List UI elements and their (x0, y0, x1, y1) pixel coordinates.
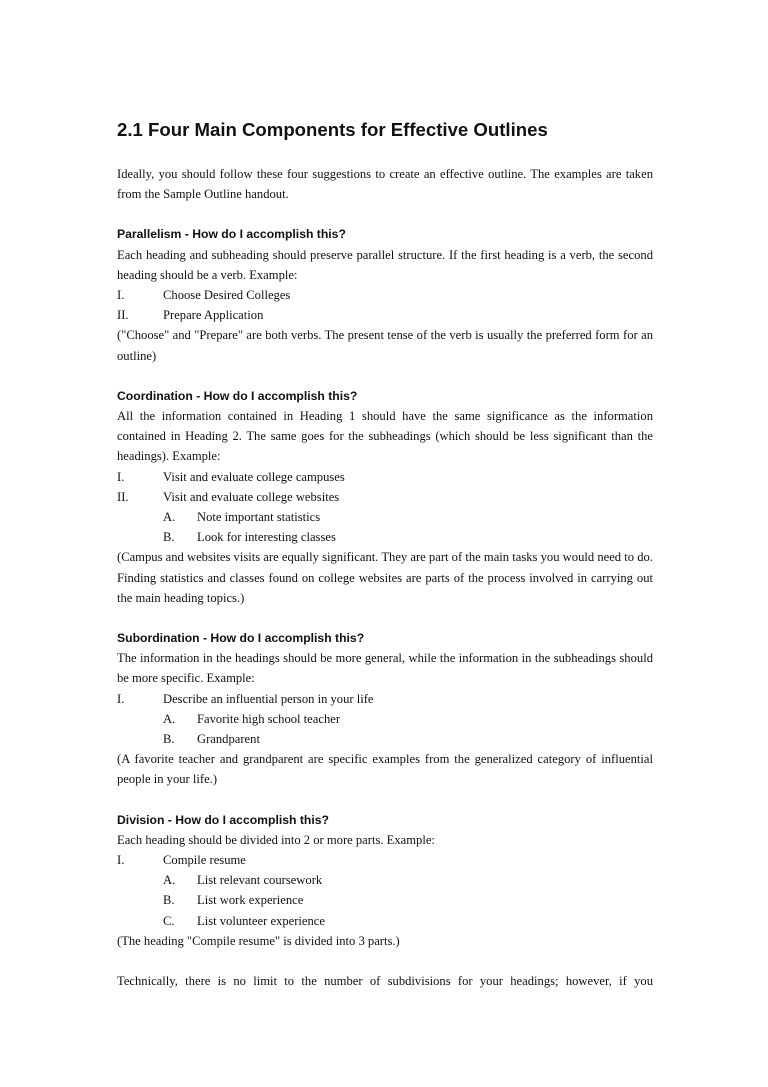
outline-item (117, 305, 653, 325)
outline-sub-text: Favorite high school teacher (197, 711, 341, 726)
section-parallelism (117, 224, 653, 365)
outline-sub-letter: A. (163, 711, 176, 726)
outline-number: II. (117, 489, 129, 504)
outline-text: Choose Desired Colleges (163, 288, 291, 303)
section-body: The information in the headings should be more general, while the information in the subheadings should be more specific. Example: (117, 651, 653, 686)
outline-subitem (117, 709, 653, 729)
outline-text: Prepare Application (163, 308, 264, 323)
intro-paragraph: Ideally, you should follow these four suggestions to create an effective outline. The examples are taken from the Sample Outline handout. (117, 167, 653, 202)
outline-subitem (117, 507, 653, 527)
section-body: All the information contained in Heading 1 should have the same significance as the information contained in Heading 2. The same goes for the subheadings (which should be less significant than the headings). Example: (117, 409, 653, 464)
section-note: (The heading "Compile resume" is divided into 3 parts.) (117, 933, 400, 948)
outline-number: II. (117, 308, 129, 323)
outline-sub-letter: A. (163, 873, 176, 888)
section-body: Each heading and subheading should preserve parallel structure. If the first heading is a verb, the second heading should be a verb. Example: (117, 247, 653, 282)
outline-item (117, 689, 653, 709)
outline-text: Visit and evaluate college websites (163, 489, 340, 504)
outline-sub-text: Note important statistics (197, 509, 321, 524)
outline-number: I. (117, 288, 125, 303)
section-note: ("Choose" and "Prepare" are both verbs. The present tense of the verb is usually the preferred form for an outline) (117, 328, 653, 363)
section-body: Each heading should be divided into 2 or more parts. Example: (117, 832, 435, 847)
outline-sub-letter: B. (163, 731, 175, 746)
outline-text: Describe an influential person in your life (163, 691, 374, 706)
outline-sub-letter: C. (163, 913, 175, 928)
outline-number: I. (117, 469, 125, 484)
section-division (117, 810, 653, 951)
outline-sub-text: List volunteer experience (197, 913, 325, 928)
outline-item (117, 467, 653, 487)
outline-sub-text: Look for interesting classes (197, 530, 336, 545)
closing-paragraph: Technically, there is no limit to the number of subdivisions for your headings; however, if you (117, 973, 653, 988)
outline-item (117, 487, 653, 507)
section-coordination (117, 386, 653, 608)
outline-subitem (117, 890, 653, 910)
outline-number: I. (117, 691, 125, 706)
section-heading: Coordination - How do I accomplish this? (117, 388, 358, 403)
outline-text: Compile resume (163, 852, 246, 867)
outline-subitem (117, 729, 653, 749)
outline-sub-letter: B. (163, 530, 175, 545)
outline-item (117, 285, 653, 305)
outline-subitem (117, 870, 653, 890)
document-page (117, 0, 653, 991)
outline-sub-letter: B. (163, 893, 175, 908)
page-title: 2.1 Four Main Components for Effective Outlines (117, 119, 548, 140)
section-note: (A favorite teacher and grandparent are specific examples from the generalized category of influential people in your life.) (117, 752, 653, 787)
outline-sub-text: Grandparent (197, 731, 260, 746)
section-heading: Subordination - How do I accomplish this? (117, 630, 365, 645)
outline-sub-letter: A. (163, 509, 176, 524)
outline-text: Visit and evaluate college campuses (163, 469, 345, 484)
section-heading: Division - How do I accomplish this? (117, 812, 329, 827)
outline-number: I. (117, 852, 125, 867)
outline-item (117, 850, 653, 870)
outline-sub-text: List work experience (197, 893, 304, 908)
outline-subitem (117, 527, 653, 547)
section-subordination (117, 628, 653, 790)
outline-subitem (117, 911, 653, 931)
outline-sub-text: List relevant coursework (197, 873, 323, 888)
section-heading: Parallelism - How do I accomplish this? (117, 227, 346, 242)
section-note: (Campus and websites visits are equally significant. They are part of the main tasks you would need to do. Finding statistics and classes found on college websites are parts of the process involved in carrying out the main heading topics.) (117, 550, 653, 605)
